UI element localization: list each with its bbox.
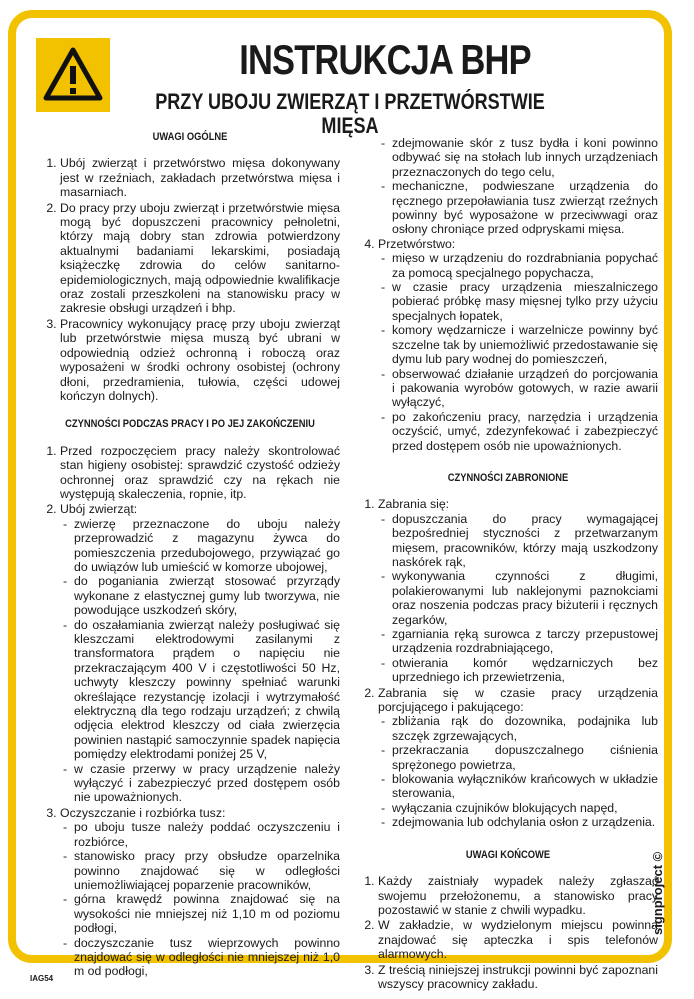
sub-item: - stanowisko pracy przy obsłudze oparzelnika powinno znajdować się w odległości uniemożliwiającej poparzenie pracowników, — [60, 849, 340, 892]
right-column — [358, 136, 658, 999]
list-item — [378, 963, 658, 992]
item-text: Do pracy przy uboju zwierząt i przetwórstwie mięsa mogą być dopuszczeni pracownicy pełnoletni, którzy mają dobry stan zdrowia potwierdzony aktualnymi badaniami lekarskimi, posiadają książeczkę zdrowia do celów sanitarno-epidemiologicznych, mają odpowiednie kwalifikacje oraz zostali przeszkoleni na stanowisku pracy w zakresie obsługi urządzeń i bhp. — [60, 200, 340, 316]
list-item — [60, 317, 340, 403]
item-text: W zakładzie, w wydzielonym miejscu powinna znajdować się apteczka i spis telefonów alarmowych. — [378, 918, 658, 962]
item-text: Oczyszczanie i rozbiórka tusz: — [60, 805, 226, 820]
page-subtitle: PRZY UBOJU ZWIERZĄT I PRZETWÓRSTWIE MIĘSA — [155, 89, 545, 138]
list-item — [60, 444, 340, 502]
sub-item: - otwierania komór wędzarniczych bez uprzedniego ich przewietrzenia, — [378, 656, 658, 685]
sub-item: - zgarniania ręką surowca z tarczy przepustowej urządzenia rozdrabniającego, — [378, 627, 658, 656]
sub-item: - górna krawędź powinna znajdować się na wysokości nie mniejszej niż 1,10 m od poziomu podłogi, — [60, 892, 340, 935]
sub-item: - w czasie przerwy w pracy urządzenie należy wyłączyć i zabezpieczyć przed dostępem osób nie upoważnionych. — [60, 762, 340, 805]
sub-item: - po zakończeniu pracy, narzędzia i urządzenia oczyścić, umyć, zdezynfekować i zabezpieczyć przed dostępem osób nie upoważnionych. — [378, 410, 658, 453]
item-text: Ubój zwierząt: — [60, 502, 138, 517]
sub-item: - blokowania wyłączników krańcowych w układzie sterowania, — [378, 772, 658, 801]
sub-item: - dopuszczania do pracy wymagającej bezpośredniej styczności z przetwarzanym mięsem, pracowników, którzy mają uszkodzony naskórek rąk, — [378, 512, 658, 570]
list-final — [358, 874, 658, 991]
section-heading-general: UWAGI OGÓLNE — [152, 131, 228, 143]
item-text: Przed rozpoczęciem pracy należy skontrolować stan higieny osobistej: sprawdzić czystość odzieży ochronnej oraz sprawdzić czy na rękach nie występują skaleczenia, ropnie, itp. — [60, 443, 340, 501]
list-item — [378, 237, 658, 453]
list-work — [40, 444, 340, 979]
sub-item: - wykonywania czynności z długimi, polakierowanymi lub naklejonymi paznokciami oraz noszenia podczas pracy biżuterii i ręcznych zegarków, — [378, 569, 658, 627]
list-item — [378, 874, 658, 917]
sub-list — [60, 517, 340, 805]
warning-triangle-icon — [36, 38, 110, 112]
section-heading-final: UWAGI KOŃCOWE — [465, 848, 551, 861]
item-text: Zabrania się w czasie pracy urządzenia porcjującego i pakującego: — [378, 685, 658, 715]
list-item — [378, 686, 658, 830]
sub-item: - zdejmowania lub odchylania osłon z urządzenia. — [378, 815, 658, 829]
product-code: IAG54 — [30, 974, 54, 983]
sub-list — [60, 820, 340, 978]
sub-item: - w czasie pracy urządzenia mieszalniczego pobierać próbkę masy mięsnej tylko przy użyciu specjalnych łopatek, — [378, 280, 658, 323]
left-column — [40, 130, 340, 987]
brand-mark: signproject © — [650, 851, 665, 935]
sub-item: - mięso w urządzeniu do rozdrabniania popychać za pomocą specjalnego popychacza, — [378, 251, 658, 280]
list-item — [60, 156, 340, 199]
sub-item: - zbliżania rąk do dozownika, podajnika lub szczęk zgrzewających, — [378, 714, 658, 743]
warning-badge — [36, 38, 110, 112]
list-general — [40, 156, 340, 403]
sub-item: - do poganiania zwierząt stosować przyrządy wykonane z elastycznej gumy lub tworzywa, nie powodujące uszkodzeń skóry, — [60, 574, 340, 617]
sub-item: - po uboju tusze należy poddać oczyszczeniu i rozbiórce, — [60, 820, 340, 849]
sub-item: - zdejmowanie skór z tusz bydła i koni powinno odbywać się na stołach lub innych urządzeniach przeznaczonych do tego celu, — [378, 136, 658, 179]
sub-item: - przekraczania dopuszczalnego ciśnienia sprężonego powietrza, — [378, 743, 658, 772]
sub-item: - komory wędzarnicze i warzelnicze powinny być szczelne tak by uniemożliwić przedostawanie się dymu lub pary wodnej do pomieszczeń, — [378, 323, 658, 366]
item-text: Ubój zwierząt i przetwórstwo mięsa dokonywany jest w rzeźniach, zakładach przetwórstwa mięsa i masarniach. — [60, 156, 340, 200]
section-heading-work: CZYNNOŚCI PODCZAS PRACY I PO JEJ ZAKOŃCZENIU — [65, 418, 315, 431]
list-forbidden — [358, 497, 658, 829]
page-title: INSTRUKCJA BHP — [239, 36, 531, 83]
sub-list-continued — [358, 136, 658, 237]
sub-item: - do oszałamiania zwierząt należy posługiwać się kleszczami elektrodowymi zasilanymi z transformatora prądem o napięciu nie przekraczającym 400 V i częstotliwości 50 Hz, uchwyty kleszczy powinny spełniać warunki określające rezystancję izolacji i wytrzymałość elektryczną dla tego rodzaju urządzeń; z chwilą odjęcia elektrod kleszczy od ciała zwierzęcia powinien nastąpić samoczynnie spadek napięcia pomiędzy elektrodami poniżej 25 V, — [60, 618, 340, 762]
sub-list — [378, 512, 658, 685]
item-text: Każdy zaistniały wypadek należy zgłaszać swojemu przełożonemu, a stanowisko pracy pozostawić w stanie z chwili wypadku. — [378, 874, 658, 917]
sub-item: - obserwować działanie urządzeń do porcjowania i pakowania wyrobów gotowych, w razie awarii wyłączyć, — [378, 367, 658, 410]
list-item — [378, 497, 658, 684]
sub-item: - mechaniczne, podwieszane urządzenia do ręcznego przepoławiania tusz zwierząt rzeźnych powinny być wyposażone w przeciwwagi oraz osłony chroniące przed odpryskami mięsa. — [378, 179, 658, 237]
list-item — [60, 806, 340, 979]
list-item — [378, 918, 658, 961]
sub-item: - doczyszczanie tusz wieprzowych powinno znajdować się w odległości nie mniejszej niż 1,0 m od podłogi, — [60, 936, 340, 979]
item-text: Z treścią niniejszej instrukcji powinni być zapoznani wszyscy pracownicy zakładu. — [378, 962, 658, 991]
sub-item: - wyłączania czujników blokujących napęd, — [378, 801, 658, 815]
list-item — [60, 201, 340, 316]
sub-list — [378, 251, 658, 453]
sub-item: - zwierzę przeznaczone do uboju należy przeprowadzić z magazynu żywca do pomieszczenia przedubojowego, przywiązać go do uwiązów lub umieścić w komorze ubojowej, — [60, 517, 340, 575]
sub-list — [378, 714, 658, 829]
list-item — [60, 502, 340, 805]
item-text: Pracownicy wykonujący pracę przy uboju zwierząt lub przetwórstwie mięsa muszą być ubrani w odpowiednią odzież ochronną i roboczą oraz wyposażeni w środki ochrony osobistej (ochrony dłoni, przedramienia, tułowia, części udowej kończyn dolnych). — [60, 316, 340, 403]
item-text: Przetwórstwo: — [378, 236, 456, 251]
section-heading-forbidden: CZYNNOŚCI ZABRONIONE — [447, 471, 569, 484]
list-work-continued — [358, 237, 658, 453]
item-text: Zabrania się: — [378, 497, 450, 512]
